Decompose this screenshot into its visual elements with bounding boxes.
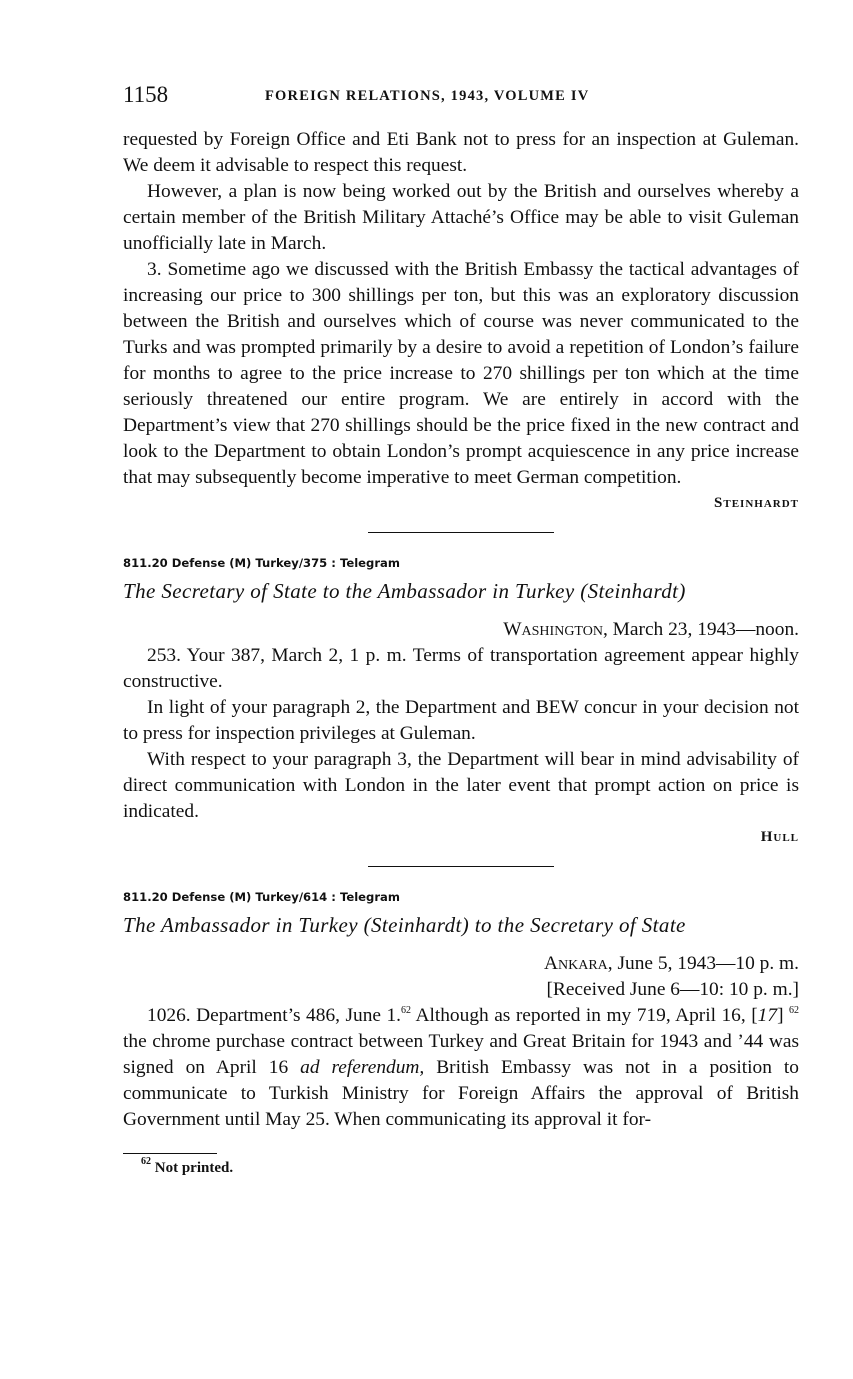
section-ambassador-telegram: [123, 887, 799, 1133]
document-title: The Ambassador in Turkey (Steinhardt) to the Secretary of State: [123, 913, 686, 937]
running-head: FOREIGN RELATIONS, 1943, VOLUME IV: [265, 88, 590, 104]
document-reference: 811.20 Defense (M) Turkey/375 : Telegram: [123, 556, 400, 570]
paragraph-text: Although as reported in my 719, April 16, [: [411, 1005, 758, 1026]
dateline: [123, 617, 799, 643]
signature: Steinhardt: [714, 495, 799, 511]
paragraph-text: the chrome purchase contract between Turkey and Great Britain for 1943 and ’44 was signed on April 16: [123, 1031, 799, 1078]
page-header: [123, 82, 799, 112]
paragraph: In light of your paragraph 2, the Department and BEW concur in your decision not to press for inspection privileges at Guleman.: [123, 697, 799, 744]
dateline: [123, 951, 799, 977]
dateline-date: , March 23, 1943—noon.: [602, 619, 799, 640]
section-steinhardt-telegram-end: [123, 127, 799, 514]
footnote-marker: 62: [141, 1156, 151, 1167]
section-secretary-telegram: [123, 553, 799, 848]
received-line: [Received June 6—10: 10 p. m.]: [546, 979, 799, 1000]
paragraph: 253. Your 387, March 2, 1 p. m. Terms of transportation agreement appear highly constructive.: [123, 645, 799, 692]
section-divider: [368, 866, 554, 867]
footnote-marker: 62: [401, 1005, 412, 1016]
dateline-place: Washington: [503, 619, 603, 640]
paragraph: With respect to your paragraph 3, the Department will bear in mind advisability of direct communication with London in the later event that prompt action on price is indicated.: [123, 749, 799, 822]
signature: Hull: [760, 829, 799, 845]
footnote: [123, 1156, 799, 1177]
paragraph-text: British Embassy was not in a position to communicate to Turkish Ministry for Foreign Affairs the approval of British Government until May 25. When communicating its approval it for-: [123, 1057, 799, 1130]
footnote-marker: 62: [789, 1005, 800, 1016]
paragraph: 3. Sometime ago we discussed with the British Embassy the tactical advantages of increasing our price to 300 shillings per ton, but this was an exploratory discussion between the British and ourselves which of course was never communicated to the Turks and was prompted primarily by a desire to avoid a repetition of London’s failure for months to agree to the price increase to 270 shillings per ton which at the time seriously threatened our entire program. We are entirely in accord with the Department’s view that 270 shillings should be the price fixed in the new contract and look to the Department to obtain London’s prompt acquiescence in any price increase that may subsequently become imperative to meet German competition.: [123, 259, 799, 488]
paragraph-text: ]: [777, 1005, 790, 1026]
dateline-place: Ankara: [543, 953, 608, 974]
footnote-text: Not printed.: [154, 1160, 234, 1176]
footnote-divider: [123, 1153, 217, 1154]
paragraph: [123, 1003, 799, 1133]
dateline-date: , June 5, 1943—10 p. m.: [607, 953, 799, 974]
section-divider: [368, 532, 554, 533]
paragraph: However, a plan is now being worked out by the British and ourselves whereby a certain member of the British Military Attaché’s Office may be able to visit Guleman unofficially late in March.: [123, 181, 799, 254]
document-title: The Secretary of State to the Ambassador in Turkey (Steinhardt): [123, 579, 686, 603]
document-reference: 811.20 Defense (M) Turkey/614 : Telegram: [123, 890, 400, 904]
page-number: 1158: [123, 82, 169, 107]
paragraph-text: 17: [757, 1005, 778, 1026]
paragraph-text: ad referendum,: [300, 1057, 425, 1078]
document-page: [123, 82, 799, 1177]
paragraph: requested by Foreign Office and Eti Bank not to press for an inspection at Guleman. We deem it advisable to respect this request.: [123, 129, 799, 176]
paragraph-text: 1026. Department’s 486, June 1.: [147, 1005, 402, 1026]
